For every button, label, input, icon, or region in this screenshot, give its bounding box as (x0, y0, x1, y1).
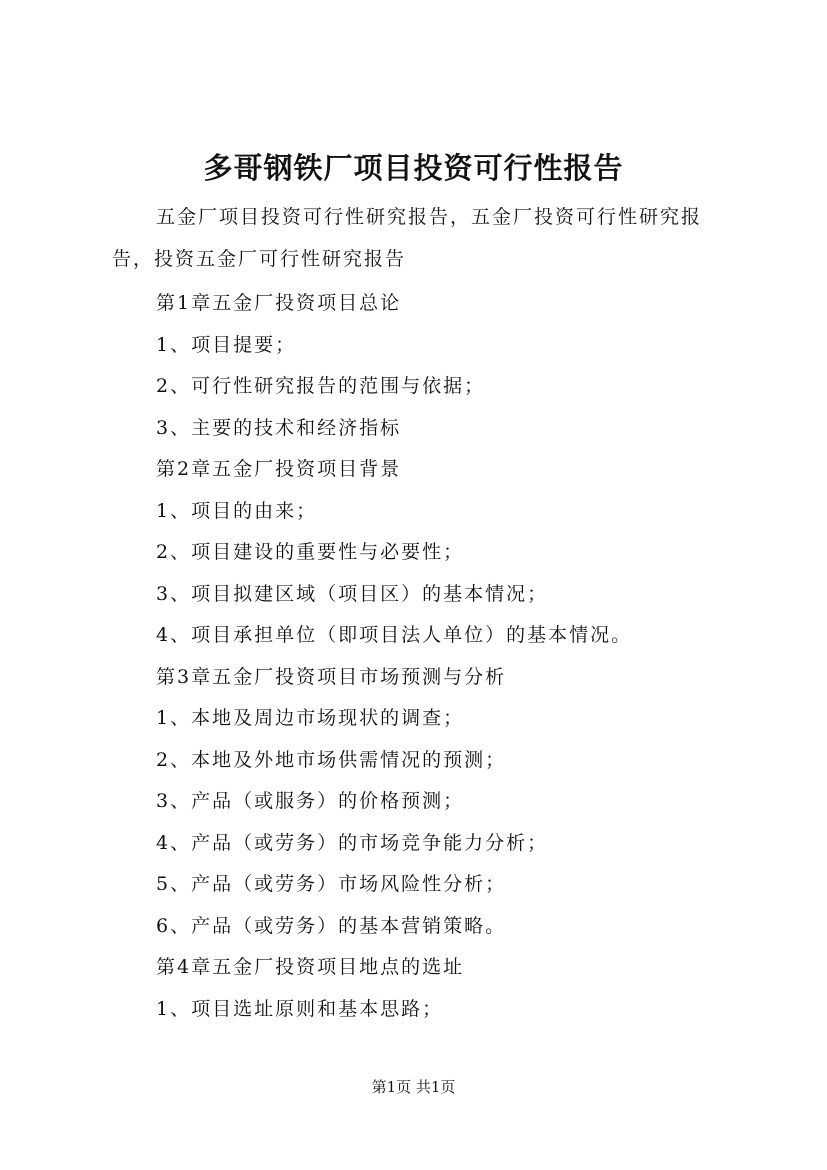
list-item: 1、项目提要； (156, 333, 297, 356)
chapter-heading: 第2章五金厂投资项目背景 (156, 458, 402, 480)
list-item: 1、项目的由来； (156, 499, 318, 522)
list-item: 2、可行性研究报告的范围与依据； (156, 375, 486, 397)
list-item: 2、本地及外地市场供需情况的预测； (156, 748, 507, 771)
chapter-heading: 第4章五金厂投资项目地点的选址 (156, 956, 465, 978)
list-item: 1、本地及周边市场现状的调查； (156, 707, 465, 729)
list-item: 4、产品（或劳务）的市场竞争能力分析； (156, 831, 549, 854)
intro-paragraph: 五金厂项目投资可行性研究报告，五金厂投资可行性研究报告，投资五金厂可行性研究报告 (112, 206, 703, 270)
list-item: 4、项目承担单位（即项目法人单位）的基本情况。 (156, 624, 633, 646)
list-item: 3、项目拟建区域（项目区）的基本情况； (156, 582, 549, 605)
outline-list (156, 283, 776, 1030)
list-item: 3、产品（或服务）的价格预测； (156, 790, 465, 812)
list-item: 2、项目建设的重要性与必要性； (156, 541, 465, 563)
chapter-heading: 第3章五金厂投资项目市场预测与分析 (156, 665, 507, 688)
list-item: 1、项目选址原则和基本思路； (156, 997, 444, 1020)
page-footer: 第1页 共1页 (371, 1078, 456, 1096)
list-item: 5、产品（或劳务）市场风险性分析； (156, 873, 507, 895)
list-item: 3、主要的技术和经济指标 (156, 416, 402, 439)
document-title: 多哥钢铁厂项目投资可行性报告 (203, 151, 624, 185)
list-item: 6、产品（或劳务）的基本营销策略。 (156, 914, 507, 937)
chapter-heading: 第1章五金厂投资项目总论 (156, 292, 402, 314)
